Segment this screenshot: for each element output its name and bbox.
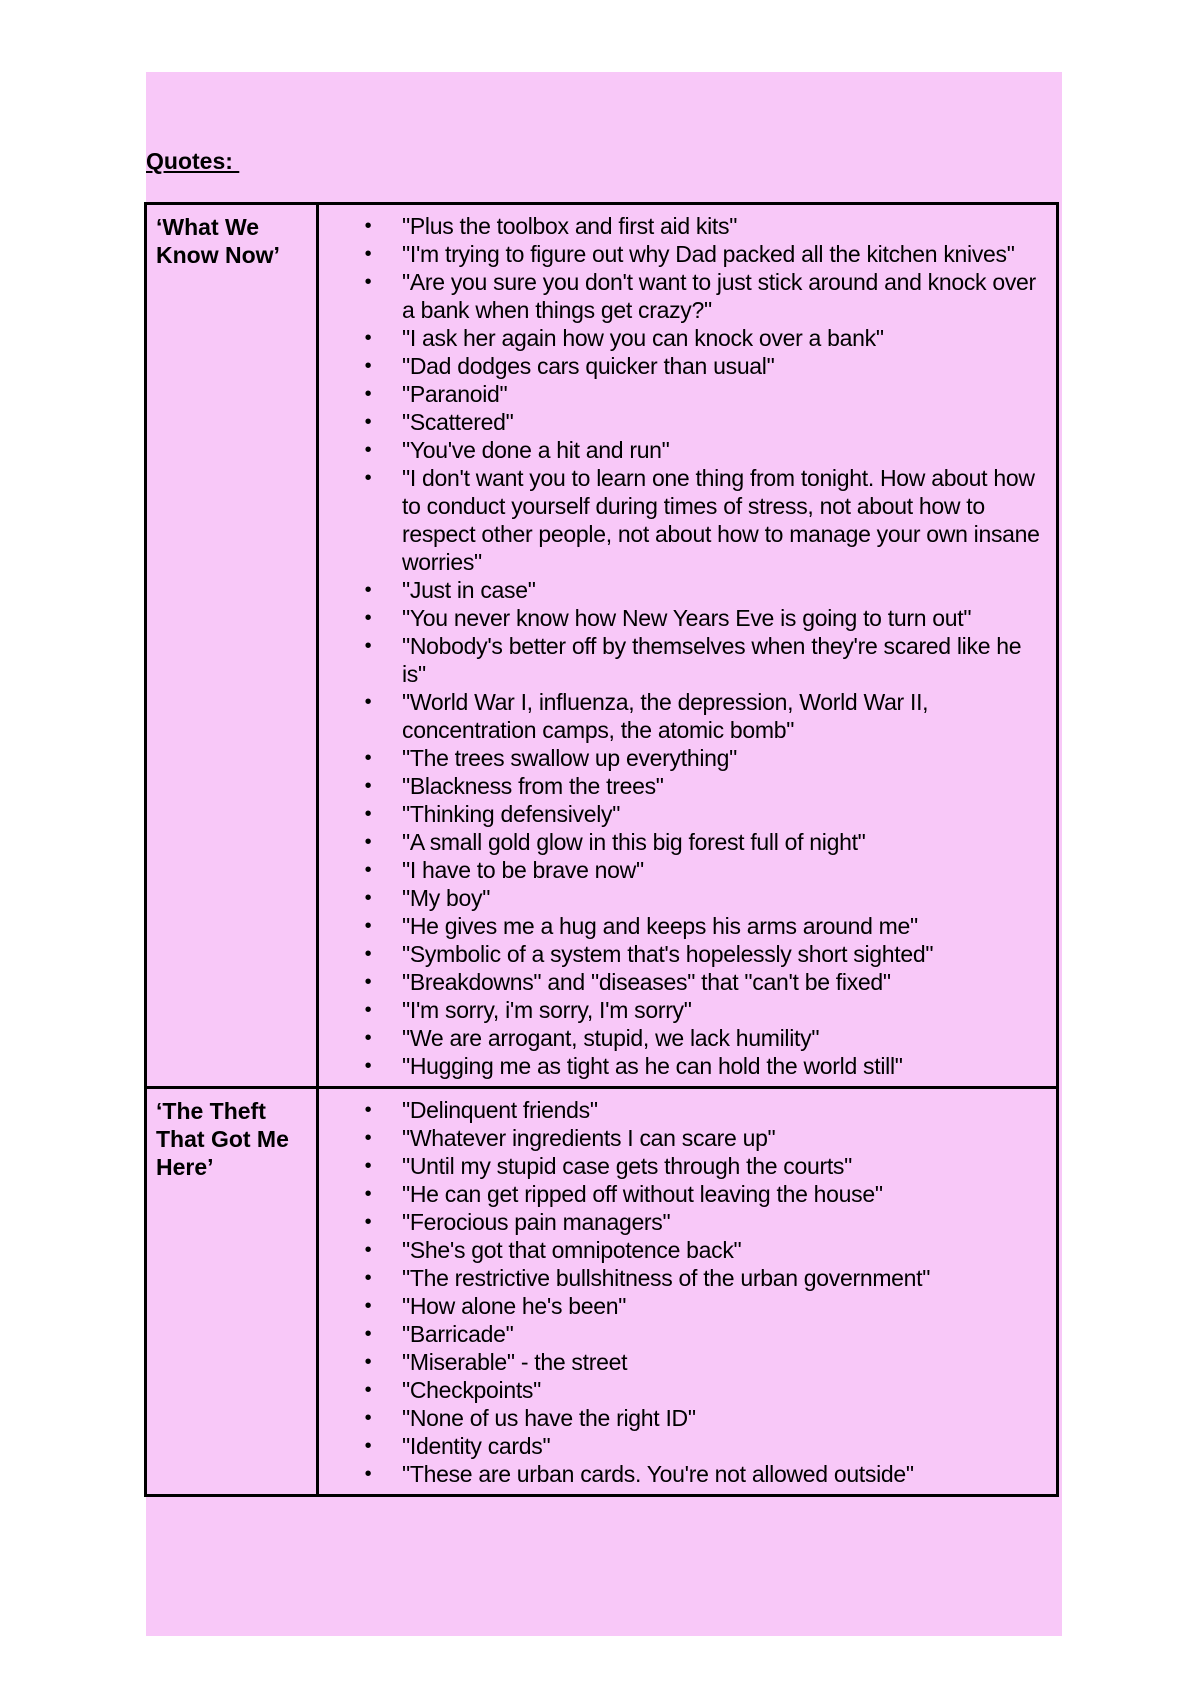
list-item — [319, 968, 1046, 996]
bullet-icon: • — [364, 355, 372, 377]
quote-text: "I ask her again how you can knock over a bank" — [402, 325, 884, 351]
list-item — [319, 1404, 1046, 1432]
bullet-icon: • — [364, 1183, 372, 1205]
bullet-icon: • — [364, 1099, 372, 1121]
list-item — [319, 240, 1046, 268]
list-item — [319, 212, 1046, 240]
list-item — [319, 1180, 1046, 1208]
bullet-icon: • — [364, 635, 372, 657]
bullet-icon: • — [364, 803, 372, 825]
bullet-icon: • — [364, 1027, 372, 1049]
list-item — [319, 1096, 1046, 1124]
list-item — [319, 1320, 1046, 1348]
list-item — [319, 352, 1046, 380]
quote-text: "World War I, influenza, the depression, World War II, concentration camps, the atomic bomb" — [402, 689, 929, 743]
list-item — [319, 576, 1046, 604]
list-item — [319, 744, 1046, 772]
quote-text: "Whatever ingredients I can scare up" — [402, 1125, 776, 1151]
list-item — [319, 1348, 1046, 1376]
list-item — [319, 1292, 1046, 1320]
quote-text: "Barricade" — [402, 1321, 514, 1347]
quote-text: "You've done a hit and run" — [402, 437, 670, 463]
bullet-icon: • — [364, 327, 372, 349]
quote-text: "I'm sorry, i'm sorry, I'm sorry" — [402, 997, 692, 1023]
bullet-icon: • — [364, 467, 372, 489]
list-item — [319, 884, 1046, 912]
bullet-icon: • — [364, 1295, 372, 1317]
list-item — [319, 1460, 1046, 1488]
bullet-icon: • — [364, 1211, 372, 1233]
bullet-icon: • — [364, 411, 372, 433]
list-item — [319, 800, 1046, 828]
quotes-cell — [318, 1088, 1058, 1496]
list-item — [319, 268, 1046, 324]
bullet-icon: • — [364, 831, 372, 853]
quote-text: "He can get ripped off without leaving the house" — [402, 1181, 883, 1207]
quote-text: "Dad dodges cars quicker than usual" — [402, 353, 775, 379]
bullet-icon: • — [364, 1323, 372, 1345]
list-item — [319, 856, 1046, 884]
quote-text: "A small gold glow in this big forest full of night" — [402, 829, 866, 855]
bullet-icon: • — [364, 887, 372, 909]
bullet-icon: • — [364, 215, 372, 237]
bullet-icon: • — [364, 1267, 372, 1289]
quotes-table — [144, 202, 1059, 1497]
list-item — [319, 1208, 1046, 1236]
list-item — [319, 1432, 1046, 1460]
quote-text: "None of us have the right ID" — [402, 1405, 696, 1431]
bullet-icon: • — [364, 383, 372, 405]
list-item — [319, 772, 1046, 800]
bullet-icon: • — [364, 1155, 372, 1177]
bullet-icon: • — [364, 243, 372, 265]
list-item — [319, 688, 1046, 744]
list-item — [319, 1264, 1046, 1292]
quote-text: "We are arrogant, stupid, we lack humility" — [402, 1025, 820, 1051]
list-item — [319, 912, 1046, 940]
bullet-icon: • — [364, 691, 372, 713]
quote-text: "Plus the toolbox and first aid kits" — [402, 213, 738, 239]
bullet-icon: • — [364, 439, 372, 461]
bullet-icon: • — [364, 1239, 372, 1261]
quotes-cell — [318, 204, 1058, 1088]
list-item — [319, 632, 1046, 688]
bullet-icon: • — [364, 607, 372, 629]
quote-text: "My boy" — [402, 885, 491, 911]
list-item — [319, 604, 1046, 632]
bullet-icon: • — [364, 1351, 372, 1373]
bullet-icon: • — [364, 1407, 372, 1429]
quote-text: "Breakdowns" and "diseases" that "can't be fixed" — [402, 969, 891, 995]
list-item — [319, 1124, 1046, 1152]
list-item — [319, 1152, 1046, 1180]
quote-text: "Hugging me as tight as he can hold the world still" — [402, 1053, 903, 1079]
quote-text: "The trees swallow up everything" — [402, 745, 737, 771]
bullet-icon: • — [364, 747, 372, 769]
list-item — [319, 464, 1046, 576]
quote-text: "She's got that omnipotence back" — [402, 1237, 742, 1263]
quote-text: "Blackness from the trees" — [402, 773, 664, 799]
quote-text: "Just in case" — [402, 577, 536, 603]
bullet-icon: • — [364, 859, 372, 881]
list-item — [319, 940, 1046, 968]
list-item — [319, 436, 1046, 464]
section-row — [146, 1088, 1058, 1496]
quote-text: "The restrictive bullshitness of the urban government" — [402, 1265, 931, 1291]
quote-text: "Nobody's better off by themselves when they're scared like he is" — [402, 633, 1022, 687]
quote-text: "Thinking defensively" — [402, 801, 621, 827]
list-item — [319, 1376, 1046, 1404]
quote-text: "Checkpoints" — [402, 1377, 541, 1403]
list-item — [319, 1236, 1046, 1264]
bullet-icon: • — [364, 999, 372, 1021]
bullet-icon: • — [364, 579, 372, 601]
quote-text: "Are you sure you don't want to just stick around and knock over a bank when things get crazy?" — [402, 269, 1036, 323]
bullet-icon: • — [364, 1055, 372, 1077]
section-row — [146, 204, 1058, 1088]
quote-text: "Until my stupid case gets through the courts" — [402, 1153, 852, 1179]
list-item — [319, 324, 1046, 352]
quote-text: "Identity cards" — [402, 1433, 551, 1459]
bullet-icon: • — [364, 775, 372, 797]
section-title: ‘What We Know Now’ — [146, 204, 318, 1088]
quote-text: "These are urban cards. You're not allowed outside" — [402, 1461, 914, 1487]
list-item — [319, 1024, 1046, 1052]
quote-text: "How alone he's been" — [402, 1293, 627, 1319]
list-item — [319, 380, 1046, 408]
list-item — [319, 996, 1046, 1024]
bullet-icon: • — [364, 943, 372, 965]
quote-text: "Scattered" — [402, 409, 514, 435]
page-heading: Quotes: — [146, 148, 240, 174]
quote-text: "Paranoid" — [402, 381, 508, 407]
bullet-icon: • — [364, 1463, 372, 1485]
bullet-icon: • — [364, 915, 372, 937]
quote-text: "I have to be brave now" — [402, 857, 644, 883]
quote-list — [319, 212, 1046, 1080]
bullet-icon: • — [364, 271, 372, 293]
bullet-icon: • — [364, 1127, 372, 1149]
list-item — [319, 828, 1046, 856]
bullet-icon: • — [364, 1435, 372, 1457]
quote-text: "Delinquent friends" — [402, 1097, 598, 1123]
quote-text: "You never know how New Years Eve is going to turn out" — [402, 605, 972, 631]
quote-text: "Miserable" - the street — [402, 1349, 628, 1375]
list-item — [319, 408, 1046, 436]
quote-text: "I'm trying to figure out why Dad packed all the kitchen knives" — [402, 241, 1015, 267]
list-item — [319, 1052, 1046, 1080]
quote-text: "He gives me a hug and keeps his arms around me" — [402, 913, 918, 939]
bullet-icon: • — [364, 1379, 372, 1401]
quote-text: "Symbolic of a system that's hopelessly short sighted" — [402, 941, 934, 967]
quote-list — [319, 1096, 1046, 1488]
quote-text: "I don't want you to learn one thing from tonight. How about how to conduct yourself during times of stress, not about how to respect other people, not about how to manage your own insane worries" — [402, 465, 1040, 575]
bullet-icon: • — [364, 971, 372, 993]
quote-text: "Ferocious pain managers" — [402, 1209, 671, 1235]
section-title: ‘The Theft That Got Me Here’ — [146, 1088, 318, 1496]
